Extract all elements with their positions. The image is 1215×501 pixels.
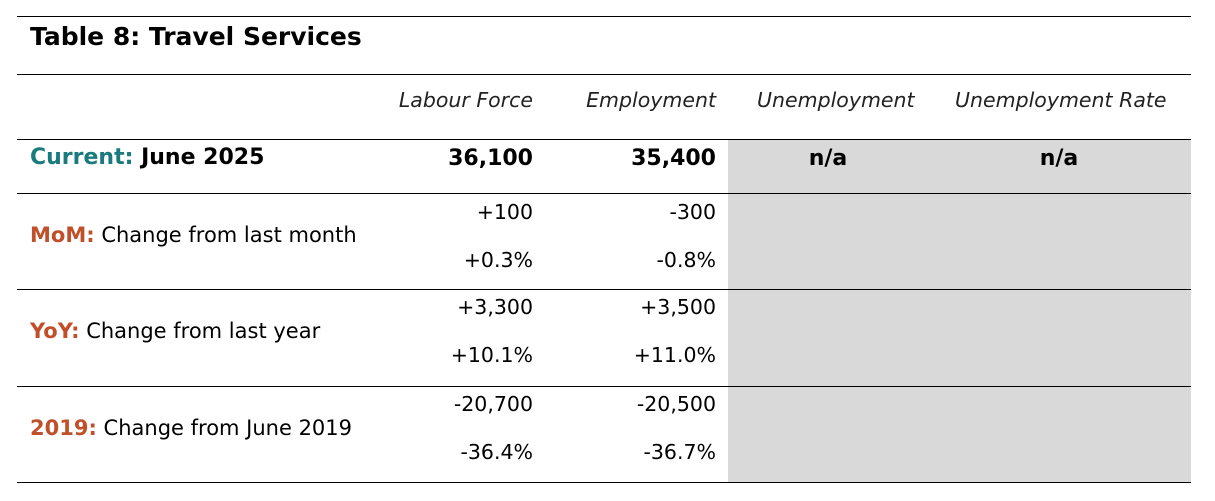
top-rule bbox=[17, 16, 1191, 17]
yoy-labour-force-abs: +3,300 bbox=[457, 295, 533, 319]
mom-rule bbox=[17, 289, 1191, 290]
2019-prefix: 2019: bbox=[30, 416, 97, 440]
current-unemployment: n/a bbox=[808, 146, 848, 171]
column-header-labour-force: Labour Force bbox=[398, 88, 533, 112]
column-header-employment: Employment bbox=[586, 88, 716, 112]
2019-labour-force-pct: -36.4% bbox=[460, 440, 533, 464]
column-header-unemployment: Unemployment bbox=[757, 88, 915, 112]
2019-label: Change from June 2019 bbox=[103, 416, 353, 440]
mom-row-label bbox=[30, 225, 357, 246]
yoy-labour-force-pct: +10.1% bbox=[450, 343, 533, 367]
2019-labour-force-abs: -20,700 bbox=[453, 392, 533, 416]
current-unemployment-rate: n/a bbox=[1039, 146, 1079, 171]
yoy-employment-abs: +3,500 bbox=[640, 295, 716, 319]
mom-employment-pct: -0.8% bbox=[656, 248, 716, 272]
yoy-row-label bbox=[30, 321, 320, 342]
2019-employment-pct: -36.7% bbox=[643, 440, 716, 464]
yoy-label: Change from last year bbox=[86, 319, 321, 343]
header-rule bbox=[17, 139, 1191, 140]
na-shading bbox=[728, 140, 1191, 482]
table-title: Table 8: Travel Services bbox=[30, 22, 362, 51]
current-prefix: Current: bbox=[30, 145, 134, 170]
current-rule bbox=[17, 193, 1191, 194]
yoy-employment-pct: +11.0% bbox=[633, 343, 716, 367]
mom-employment-abs: -300 bbox=[669, 200, 716, 224]
mom-label: Change from last month bbox=[101, 223, 357, 247]
yoy-rule bbox=[17, 386, 1191, 387]
mom-labour-force-pct: +0.3% bbox=[463, 248, 533, 272]
current-employment: 35,400 bbox=[631, 146, 716, 171]
current-period: June 2025 bbox=[141, 145, 265, 170]
current-labour-force: 36,100 bbox=[448, 146, 533, 171]
current-row-label bbox=[30, 147, 264, 169]
column-header-unemployment-rate: Unemployment Rate bbox=[955, 88, 1167, 112]
mom-labour-force-abs: +100 bbox=[476, 200, 533, 224]
2019-employment-abs: -20,500 bbox=[636, 392, 716, 416]
bottom-rule bbox=[17, 482, 1191, 483]
yoy-prefix: YoY: bbox=[30, 319, 80, 343]
mom-prefix: MoM: bbox=[30, 223, 95, 247]
2019-row-label bbox=[30, 418, 352, 439]
title-rule bbox=[17, 74, 1191, 75]
